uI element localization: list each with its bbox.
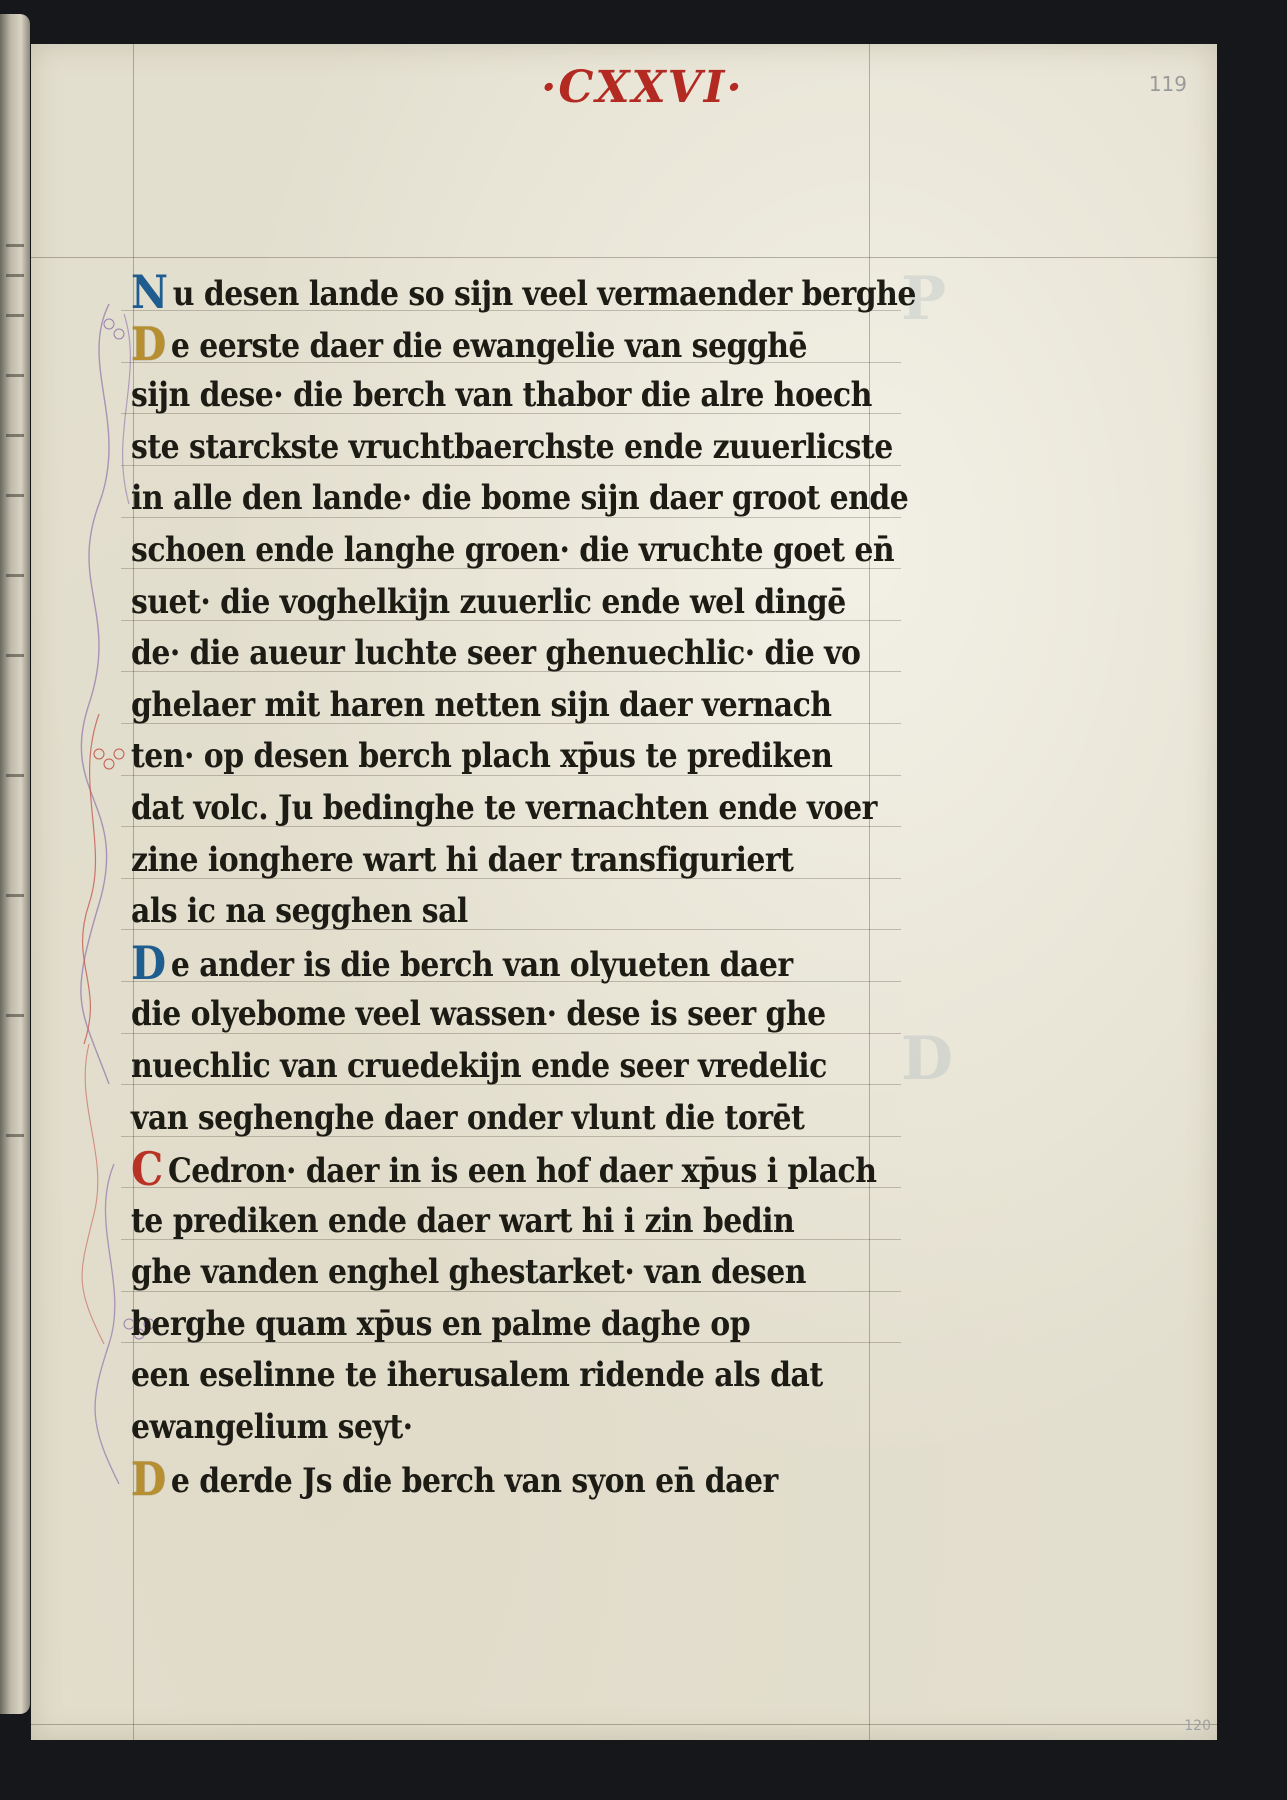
main-text-column [131, 265, 916, 1506]
text-line: ten· op desen berch plach xp̄us te prediken [131, 736, 833, 777]
initial-d-gold: D [131, 1451, 166, 1506]
text-line: ghelaer mit haren netten sijn daer vernach [131, 684, 832, 725]
text-line: de· die aueur luchte seer ghenuechlic· die vo [131, 633, 861, 674]
initial-n: N [131, 265, 168, 319]
text-line: ghe vanden enghel ghestarket· van desen [131, 1252, 806, 1293]
text-line: berghe quam xp̄us en palme daghe op [131, 1303, 751, 1344]
bottom-folio-number: 120 [1184, 1718, 1211, 1734]
folio-number: 119 [1148, 72, 1187, 96]
text-line: als ic na segghen sal [131, 891, 468, 932]
text-line: D e eerste daer die ewangelie van segghē [131, 316, 808, 371]
ruling-bottom [31, 1724, 1217, 1725]
chapter-numeral: ·CXXVI· [541, 62, 744, 113]
manuscript-page [31, 44, 1217, 1740]
ruling-top [31, 257, 1217, 258]
text-line: te prediken ende daer wart hi i zin bedin [131, 1200, 795, 1241]
text-line: van seghenghe daer onder vlunt die torēt [131, 1097, 805, 1138]
text-line: dat volc. Ju bedinghe te vernachten ende voer [131, 787, 877, 828]
text-line: D e ander is die berch van olyueten daer [131, 935, 793, 990]
text-line: sijn dese· die berch van thabor die alre hoech [131, 375, 872, 416]
initial-d-gold: D [131, 316, 166, 371]
text-line: nuechlic van cruedekijn ende seer vredelic [131, 1045, 827, 1086]
text-line: N u desen lande so sijn veel vermaender berghe [131, 265, 916, 319]
initial-c-red: C [131, 1142, 163, 1197]
text-line: zine ionghere wart hi daer transfiguriert [131, 839, 794, 880]
text-line: schoen ende langhe groen· die vruchte goet en̄ [131, 529, 895, 570]
text-line: C Cedron· daer in is een hof daer xp̄us i plach [131, 1142, 877, 1197]
text-line: ewangelium seyt· [131, 1407, 413, 1448]
text-line: in alle den lande· die bome sijn daer groot ende [131, 478, 909, 519]
text-line: een eselinne te iherusalem ridende als dat [131, 1355, 823, 1396]
adjacent-page-edge [0, 14, 30, 1714]
show-through-initial: P [901, 264, 947, 334]
show-through-initial: D [901, 1024, 954, 1094]
text-line: D e derde Js die berch van syon en̄ daer [131, 1451, 778, 1506]
text-line: die olyebome veel wassen· dese is seer ghe [131, 994, 826, 1035]
text-line: ste starckste vruchtbaerchste ende zuuerlicste [131, 426, 893, 467]
text-line: suet· die voghelkijn zuuerlic ende wel dingē [131, 581, 846, 622]
initial-d-blue: D [131, 935, 166, 990]
